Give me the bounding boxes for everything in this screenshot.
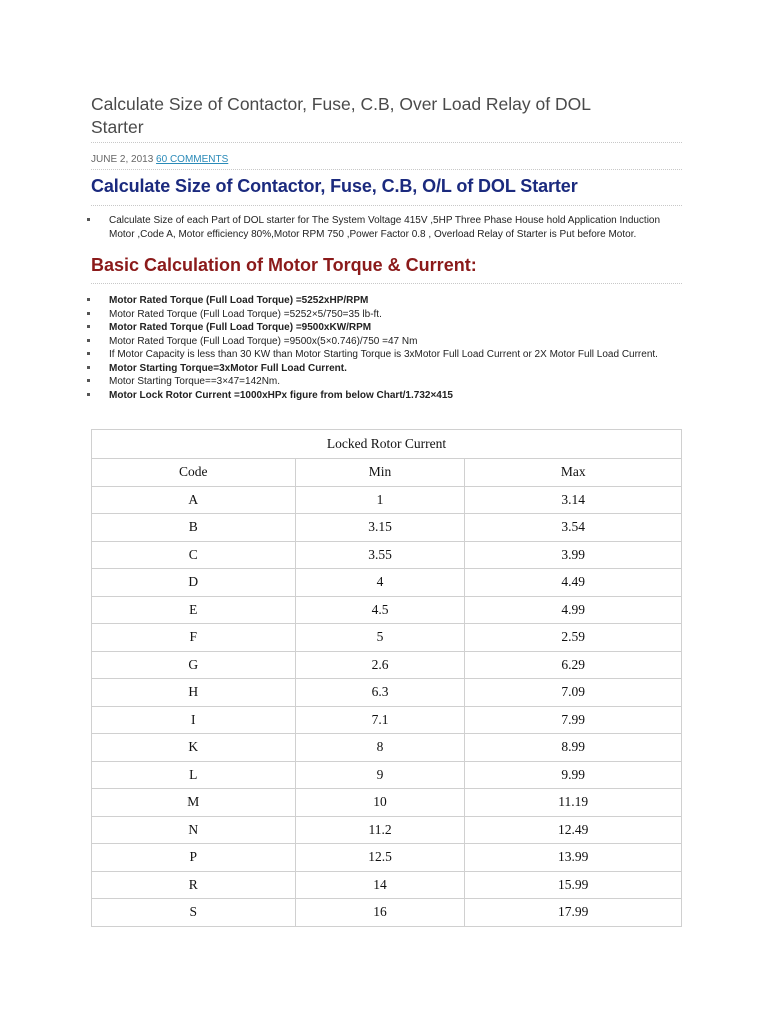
table-cell: 5 bbox=[295, 624, 465, 652]
table-cell: 4 bbox=[295, 569, 465, 597]
post-date: JUNE 2, 2013 bbox=[91, 154, 154, 165]
column-header: Max bbox=[465, 459, 682, 487]
table-cell: 12.49 bbox=[465, 816, 682, 844]
table-cell: 16 bbox=[295, 899, 465, 927]
table-cell: B bbox=[92, 514, 296, 542]
intro-list bbox=[87, 214, 687, 241]
table-cell: 2.59 bbox=[465, 624, 682, 652]
table-cell: 11.19 bbox=[465, 789, 682, 817]
table-cell: K bbox=[92, 734, 296, 762]
table-row bbox=[92, 514, 682, 542]
table-row bbox=[92, 706, 682, 734]
section-heading-calculation: Basic Calculation of Motor Torque & Current: bbox=[91, 255, 477, 275]
table-cell: E bbox=[92, 596, 296, 624]
table-cell: N bbox=[92, 816, 296, 844]
divider bbox=[91, 142, 682, 143]
list-item: Motor Starting Torque==3×47=142Nm. bbox=[87, 375, 687, 389]
table-cell: 9 bbox=[295, 761, 465, 789]
table-cell: 12.5 bbox=[295, 844, 465, 872]
list-item: If Motor Capacity is less than 30 KW than Motor Starting Torque is 3xMotor Full Load Current or 2X Motor Full Load Current. bbox=[87, 348, 687, 362]
table-row bbox=[92, 789, 682, 817]
table-cell: 7.99 bbox=[465, 706, 682, 734]
list-item: Motor Rated Torque (Full Load Torque) =9500xKW/RPM bbox=[87, 321, 687, 335]
post-meta bbox=[91, 153, 682, 166]
table-cell: I bbox=[92, 706, 296, 734]
table-cell: C bbox=[92, 541, 296, 569]
table-cell: 3.99 bbox=[465, 541, 682, 569]
table-cell: G bbox=[92, 651, 296, 679]
table-row bbox=[92, 899, 682, 927]
comments-link[interactable]: 60 COMMENTS bbox=[156, 154, 229, 165]
table-row bbox=[92, 624, 682, 652]
section-heading-main: Calculate Size of Contactor, Fuse, C.B, O/L of DOL Starter bbox=[91, 176, 578, 196]
table-cell: A bbox=[92, 486, 296, 514]
table-cell: 9.99 bbox=[465, 761, 682, 789]
list-item: Calculate Size of each Part of DOL starter for The System Voltage 415V ,5HP Three Phase House hold Application Induction Motor ,Code A, Motor efficiency 80%,Motor RPM 750 ,Power Factor 0.8 , Overload Relay of Starter is Put before Motor. bbox=[87, 214, 687, 241]
table-cell: 13.99 bbox=[465, 844, 682, 872]
table-cell: 17.99 bbox=[465, 899, 682, 927]
table-cell: 7.1 bbox=[295, 706, 465, 734]
table-row bbox=[92, 679, 682, 707]
table-cell: 4.5 bbox=[295, 596, 465, 624]
table-cell: D bbox=[92, 569, 296, 597]
column-header: Min bbox=[295, 459, 465, 487]
table-cell: 3.55 bbox=[295, 541, 465, 569]
table-cell: P bbox=[92, 844, 296, 872]
table-row bbox=[92, 844, 682, 872]
divider bbox=[91, 283, 682, 284]
divider bbox=[91, 169, 682, 170]
table-cell: 15.99 bbox=[465, 871, 682, 899]
table-row bbox=[92, 651, 682, 679]
post-title: Calculate Size of Contactor, Fuse, C.B, Over Load Relay of DOL Starter bbox=[91, 94, 591, 137]
list-item: Motor Starting Torque=3xMotor Full Load Current. bbox=[87, 362, 687, 376]
list-item: Motor Rated Torque (Full Load Torque) =5252xHP/RPM bbox=[87, 294, 687, 308]
table-cell: 4.49 bbox=[465, 569, 682, 597]
column-header: Code bbox=[92, 459, 296, 487]
table-cell: 1 bbox=[295, 486, 465, 514]
table-row bbox=[92, 816, 682, 844]
divider bbox=[91, 205, 682, 206]
table-cell: L bbox=[92, 761, 296, 789]
table-row bbox=[92, 541, 682, 569]
locked-rotor-current-table bbox=[91, 429, 682, 927]
list-item: Motor Rated Torque (Full Load Torque) =9500x(5×0.746)/750 =47 Nm bbox=[87, 335, 687, 349]
table-cell: 6.29 bbox=[465, 651, 682, 679]
table-cell: 8.99 bbox=[465, 734, 682, 762]
table-header-row bbox=[92, 459, 682, 487]
table-cell: 2.6 bbox=[295, 651, 465, 679]
table-cell: 6.3 bbox=[295, 679, 465, 707]
table-cell: H bbox=[92, 679, 296, 707]
table-row bbox=[92, 569, 682, 597]
table-cell: R bbox=[92, 871, 296, 899]
table-cell: 7.09 bbox=[465, 679, 682, 707]
list-item: Motor Lock Rotor Current =1000xHPx figure from below Chart/1.732×415 bbox=[87, 389, 687, 403]
table-row bbox=[92, 486, 682, 514]
table-cell: M bbox=[92, 789, 296, 817]
table-row bbox=[92, 734, 682, 762]
table-cell: 4.99 bbox=[465, 596, 682, 624]
table-row bbox=[92, 596, 682, 624]
list-item: Motor Rated Torque (Full Load Torque) =5252×5/750=35 lb-ft. bbox=[87, 308, 687, 322]
table-cell: 3.14 bbox=[465, 486, 682, 514]
calculation-list bbox=[87, 294, 687, 402]
table-cell: F bbox=[92, 624, 296, 652]
table-row bbox=[92, 871, 682, 899]
table-cell: 14 bbox=[295, 871, 465, 899]
table-caption: Locked Rotor Current bbox=[92, 430, 682, 459]
table-cell: 11.2 bbox=[295, 816, 465, 844]
table-cell: 8 bbox=[295, 734, 465, 762]
table-cell: S bbox=[92, 899, 296, 927]
table-cell: 3.15 bbox=[295, 514, 465, 542]
table-cell: 10 bbox=[295, 789, 465, 817]
table-cell: 3.54 bbox=[465, 514, 682, 542]
table-row bbox=[92, 761, 682, 789]
